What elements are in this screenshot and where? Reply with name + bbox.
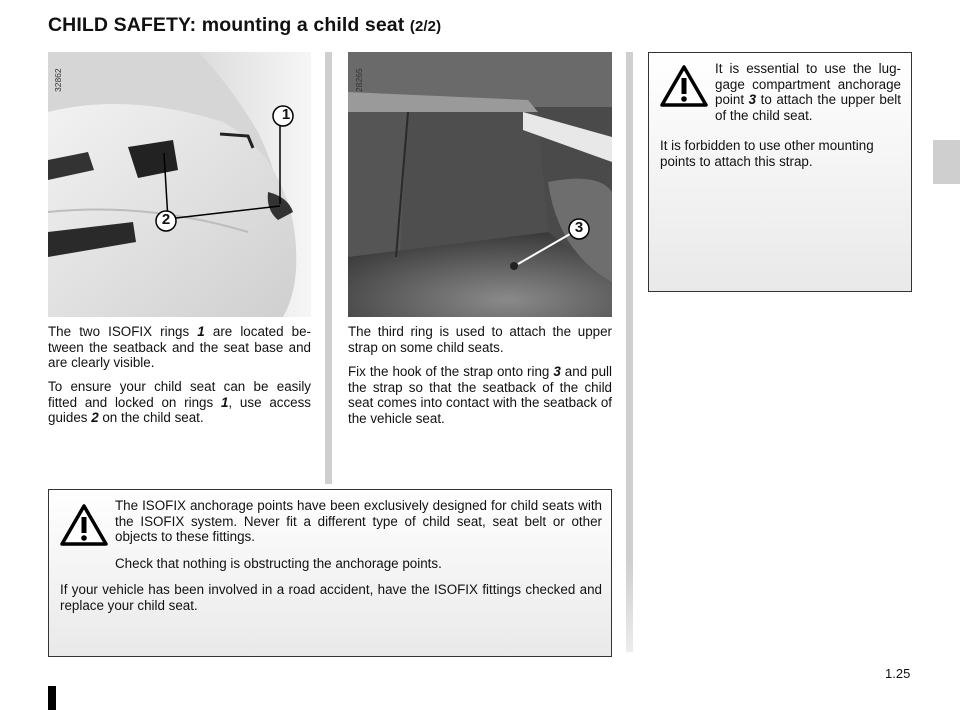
third-ring-paragraph: The third ring is used to attach the upper strap on some child seats. bbox=[348, 324, 612, 355]
page-title-text: CHILD SAFETY: mounting a child seat bbox=[48, 14, 405, 36]
access-guides-paragraph: To ensure your child seat can be easily fitted and locked on rings 1, use access guides 2 on the child seat. bbox=[48, 379, 311, 426]
ref-1: 1 bbox=[220, 394, 229, 410]
column-separator-left bbox=[325, 52, 332, 484]
strap-hook-paragraph: Fix the hook of the strap onto ring 3 and pull the strap so that the seatback of the child seat comes into contact with the seatback of the vehicle seat. bbox=[348, 364, 612, 426]
isofix-warning-text-1: The ISOFIX anchorage points have been exclusively designed for child seats with the ISOFIX system. Never fit a different type of child seat, seat belt or other objects to these fittings. bbox=[115, 498, 602, 545]
column-separator-right bbox=[626, 52, 633, 652]
callout-2-label: 2 bbox=[161, 211, 171, 228]
isofix-callouts bbox=[48, 52, 311, 317]
ref-3: 3 bbox=[748, 92, 757, 108]
ref-1: 1 bbox=[197, 324, 205, 339]
callout-3-label: 3 bbox=[574, 219, 584, 236]
callout-leader-2b bbox=[176, 206, 280, 218]
warning-triangle-icon bbox=[60, 504, 108, 546]
figure-left-ref-code: 32862 bbox=[53, 68, 63, 92]
callout-leader-3 bbox=[518, 234, 570, 264]
page-title-suffix: (2/2) bbox=[409, 18, 442, 35]
page-number: 1.25 bbox=[885, 666, 911, 681]
corner-mark bbox=[48, 686, 56, 710]
luggage-callouts bbox=[348, 52, 612, 317]
chapter-thumb-tab bbox=[933, 140, 960, 184]
warning-triangle-icon bbox=[660, 65, 708, 107]
isofix-warning-text-3: If your vehicle has been involved in a road accident, have the ISOFIX fittings checked and replace your child seat. bbox=[60, 582, 602, 613]
ref-2: 2 bbox=[91, 410, 99, 426]
figure-right-ref-code: 28265 bbox=[354, 68, 364, 92]
side-warning-text-1: It is essential to use the luggage compartment anchorage point 3 to attach the upper belt of the child seat. bbox=[715, 61, 901, 123]
side-warning-box bbox=[648, 52, 912, 292]
side-warning-text-2: It is forbidden to use other mounting points to attach this strap. bbox=[660, 138, 874, 169]
callout-1-label: 1 bbox=[281, 106, 291, 123]
isofix-rings-paragraph: The two ISOFIX rings 1 are located between the seatback and the seat base and are clearly visible. bbox=[48, 324, 311, 371]
page-title bbox=[48, 14, 441, 37]
isofix-warning-text-2: Check that nothing is obstructing the anchorage points. bbox=[115, 556, 442, 571]
ref-3: 3 bbox=[553, 364, 561, 379]
isofix-warning-box bbox=[48, 489, 612, 657]
callout-leader-2a bbox=[164, 153, 168, 220]
